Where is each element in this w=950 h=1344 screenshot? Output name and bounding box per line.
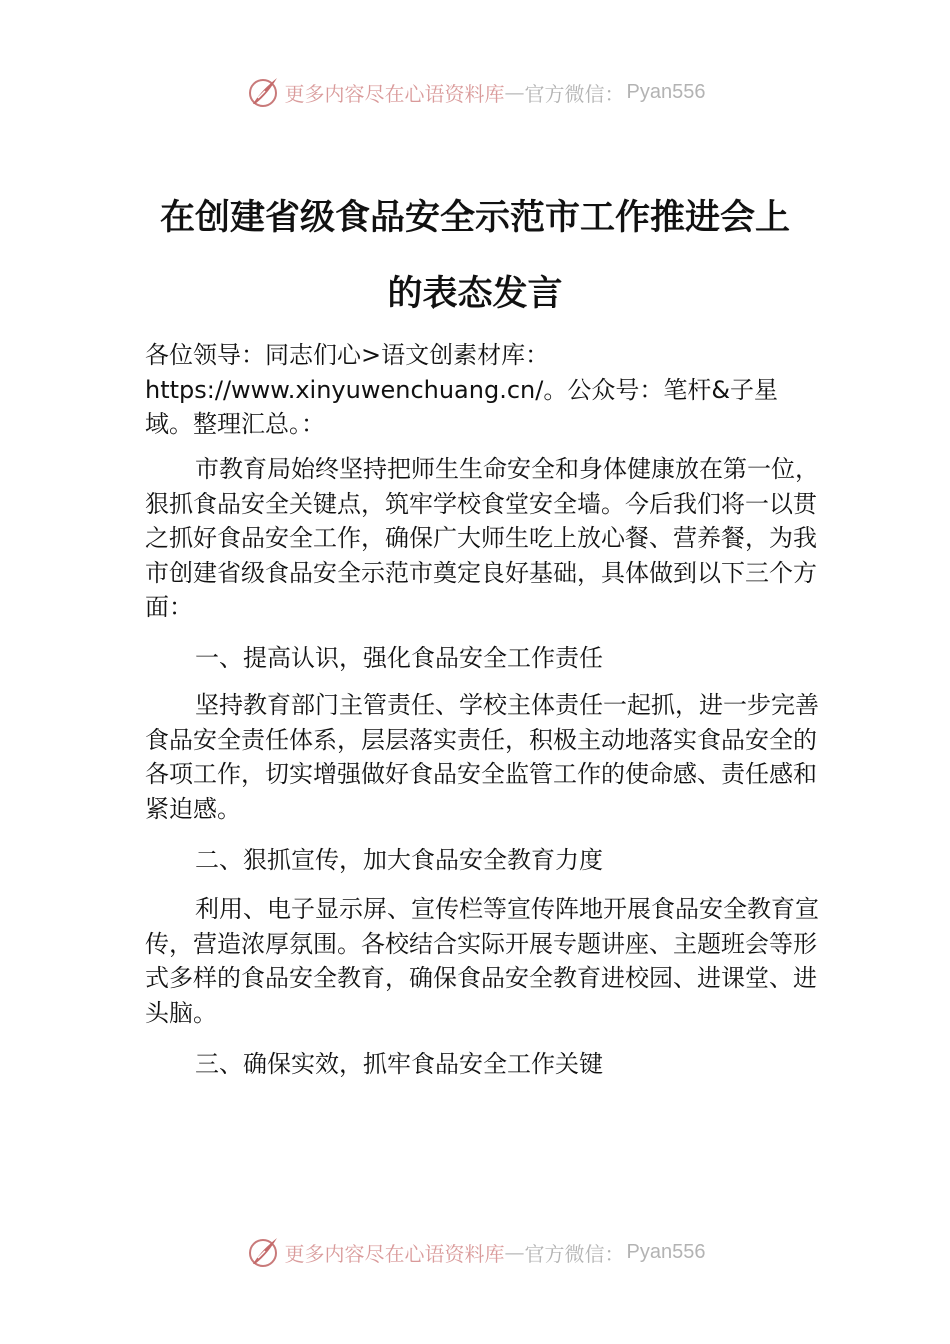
section-heading-2: 二、狠抓宣传，加大食品安全教育力度 <box>195 846 603 874</box>
header-watermark <box>0 72 950 112</box>
greeting-paragraph: 各位领导：同志们心>语文创素材库：https://www.xinyuwenchuang.cn/。公众号：笔杆&子星域。整理汇总。： <box>145 341 779 438</box>
watermark-wechat-label: 官方微信： <box>524 1241 625 1266</box>
watermark-text: 更多内容尽在心语资料库 <box>284 1241 505 1266</box>
document-title-line2: 的表态发言 <box>387 273 563 314</box>
watermark-text: 更多内容尽在心语资料库 <box>284 81 505 106</box>
watermark-separator: — <box>504 1240 525 1264</box>
watermark-wechat-id: Pyan556 <box>626 80 706 103</box>
watermark-wechat-id: Pyan556 <box>626 1240 706 1263</box>
section-paragraph-1: 坚持教育部门主管责任、学校主体责任一起抓，进一步完善食品安全责任体系，层层落实责任，积极主动地落实食品安全的各项工作，切实增强做好食品安全监管工作的使命感、责任感和紧迫感。 <box>145 691 819 823</box>
section-paragraph-2: 利用、电子显示屏、宣传栏等宣传阵地开展食品安全教育宣传，营造浓厚氛围。各校结合实际开展专题讲座、主题班会等形式多样的食品安全教育，确保食品安全教育进校园、进课堂、进头脑。 <box>145 895 819 1027</box>
watermark-wechat-label: 官方微信： <box>524 81 625 106</box>
intro-paragraph: 市教育局始终坚持把师生生命安全和身体健康放在第一位，狠抓食品安全关键点，筑牢学校食堂安全墙。今后我们将一以贯之抓好食品安全工作，确保广大师生吃上放心餐、营养餐，为我市创建省级食品安全示范市奠定良好基础，具体做到以下三个方面： <box>145 455 819 621</box>
footer-watermark <box>0 1232 950 1272</box>
section-heading-3: 三、确保实效，抓牢食品安全工作关键 <box>195 1050 603 1078</box>
section-heading-1: 一、提高认识，强化食品安全工作责任 <box>195 644 603 672</box>
watermark-separator: — <box>504 80 525 104</box>
quill-seal-icon <box>245 74 281 110</box>
document-title-line1: 在创建省级食品安全示范市工作推进会上 <box>159 197 790 238</box>
quill-seal-icon <box>245 1234 281 1270</box>
